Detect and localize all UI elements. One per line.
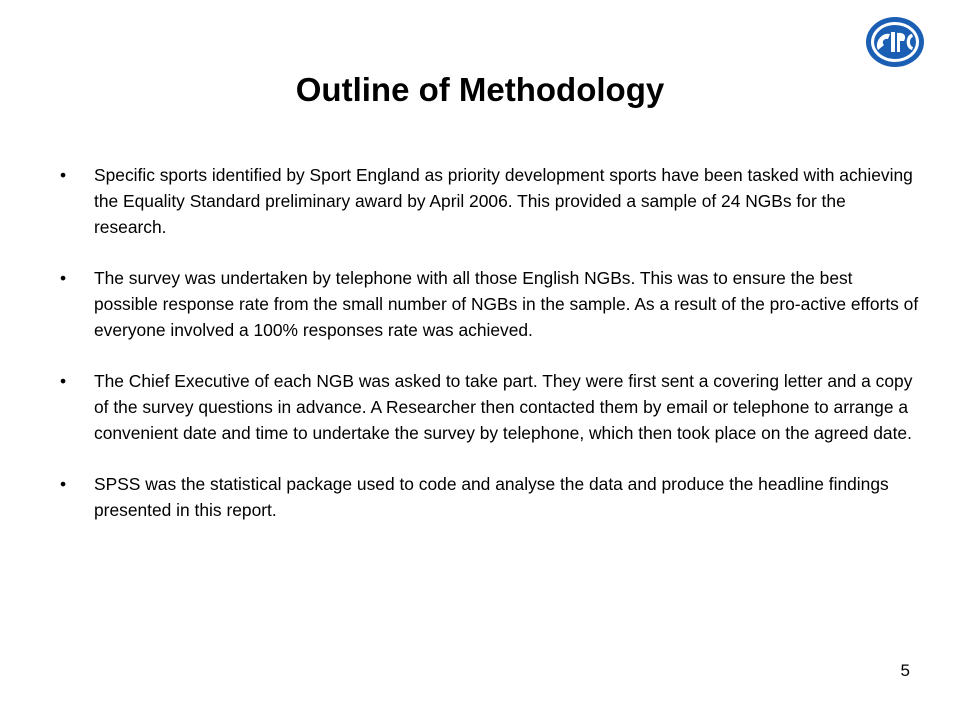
bullet-icon: • — [60, 371, 67, 391]
bullet-item-chief-executive — [60, 368, 920, 446]
bullet-icon: • — [60, 165, 67, 185]
bullet-item-survey-telephone — [60, 265, 920, 343]
bullet-icon: • — [60, 474, 67, 494]
page-number: 5 — [900, 661, 910, 680]
bullet-text: SPSS was the statistical package used to code and analyse the data and produce the headline findings presented in this report. — [94, 474, 889, 520]
bullet-item-sports-identified — [60, 162, 920, 240]
bullet-text: The Chief Executive of each NGB was asked to take part. They were first sent a covering letter and a copy of the survey questions in advance. A Researcher then contacted them by email or telephone to arrange a convenient date and time to undertake the survey by telephone, which then took place on the agreed date. — [94, 371, 913, 443]
bullet-text: The survey was undertaken by telephone with all those English NGBs. This was to ensure the best possible response rate from the small number of NGBs in the sample. As a result of the pro-active efforts of everyone involved a 100% responses rate was achieved. — [94, 268, 919, 340]
bullet-text: Specific sports identified by Sport England as priority development sports have been tasked with achieving the Equality Standard preliminary award by April 2006. This provided a sample of 24 NGBs for the research. — [94, 165, 913, 237]
slide-title: Outline of Methodology — [295, 71, 665, 108]
sirc-logo-icon — [864, 14, 926, 70]
bullet-list — [60, 162, 920, 548]
bullet-icon: • — [60, 268, 67, 288]
bullet-item-spss — [60, 471, 920, 523]
